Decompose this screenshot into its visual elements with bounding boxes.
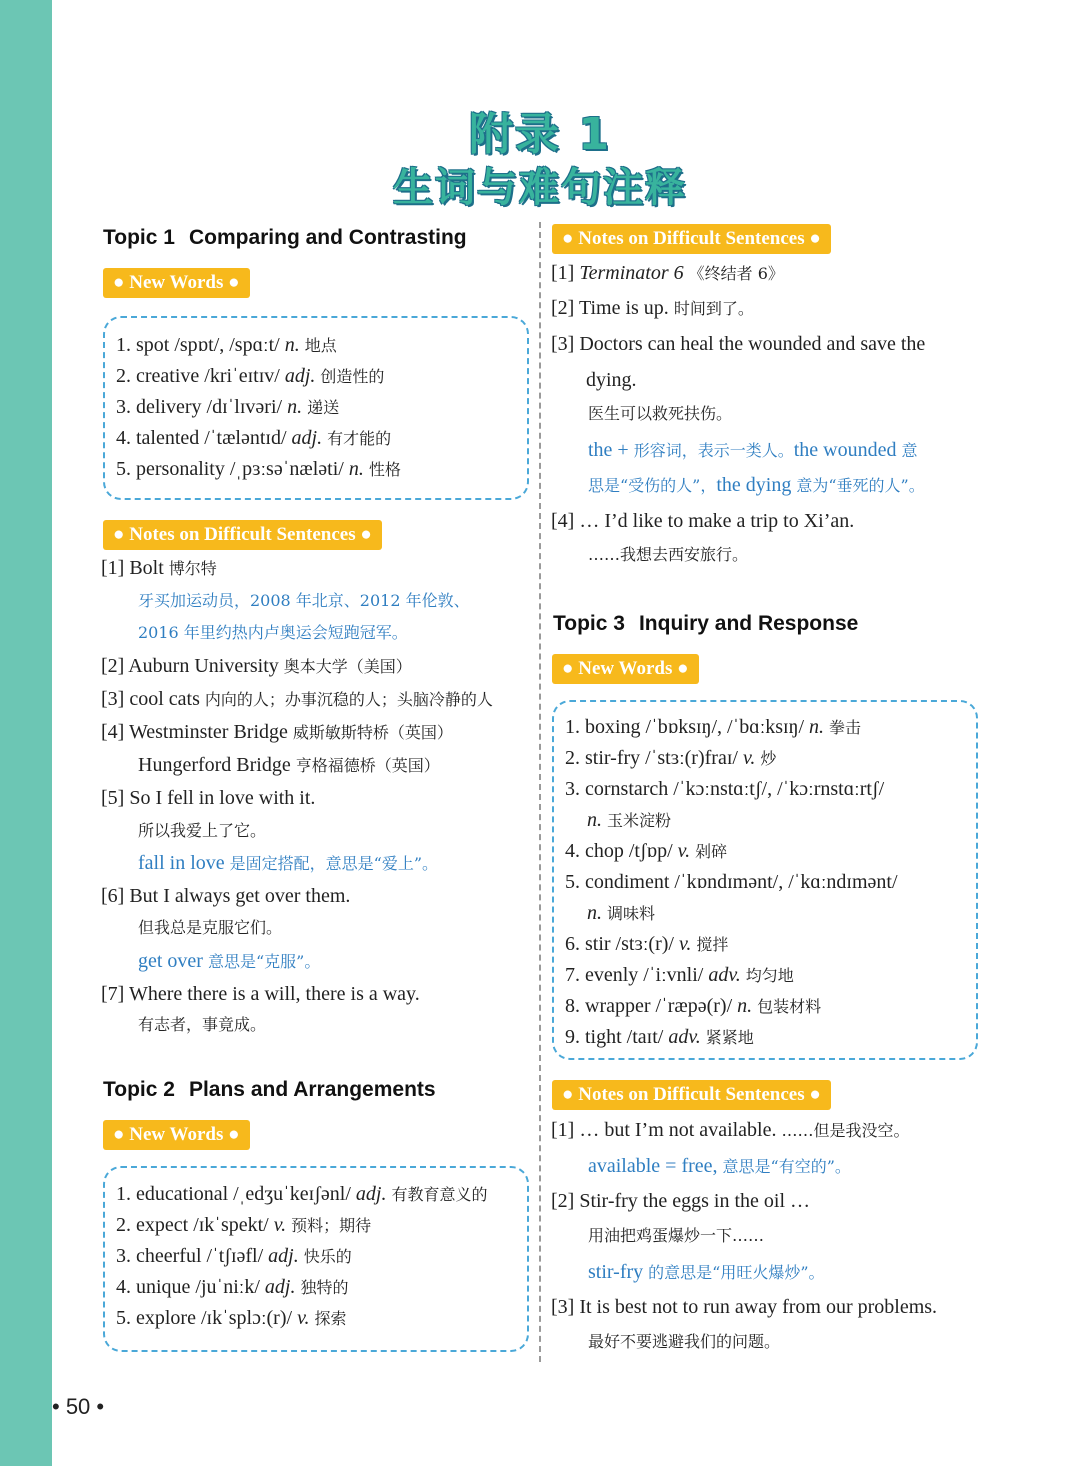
appendix-title: 附录 1 — [469, 109, 611, 160]
word-meaning: 探索 — [314, 1309, 347, 1328]
t1-n5-explain — [138, 851, 438, 876]
word-pos: adv. — [708, 964, 741, 986]
t1-note-4b — [138, 753, 440, 778]
word-pos: n. — [587, 809, 602, 831]
t2-n3-explain1 — [588, 438, 918, 463]
topic3-label: Topic 3 — [553, 612, 625, 635]
t3-n2-explain — [588, 1260, 825, 1285]
word-headword: 4. unique /juˈniːk/ — [116, 1276, 260, 1298]
word-entry — [116, 333, 337, 358]
t1-n6-en: [6] But I always get over them. — [101, 885, 351, 907]
word-entry — [116, 1182, 487, 1207]
word-pos: adj. — [291, 427, 323, 449]
topic3-notes-tag: ● Notes on Difficult Sentences ● — [552, 1080, 831, 1110]
word-pos: v. — [742, 747, 756, 769]
topic2-label: Topic 2 — [103, 1078, 175, 1101]
t3-n1-explain — [588, 1154, 851, 1179]
word-entry — [587, 901, 655, 926]
t1-n4-en: [4] Westminster Bridge — [101, 721, 288, 743]
word-entry — [116, 395, 339, 420]
t1-n1-en: [1] Bolt — [101, 557, 164, 579]
word-pos: n. — [284, 334, 300, 356]
t2-n3-en2: dying. — [586, 369, 637, 391]
word-meaning: 调味料 — [607, 904, 656, 923]
topic2-new-words-tag: ● New Words ● — [103, 1120, 250, 1150]
word-meaning: 包装材料 — [757, 997, 822, 1016]
appendix-subtitle: 生词与难句注释 — [393, 165, 687, 211]
t1-n1-desc2: 2016 年里约热内卢奥运会短跑冠军。 — [138, 623, 408, 642]
t1-n6-explain — [138, 949, 320, 974]
word-meaning: 均匀地 — [745, 966, 794, 985]
word-meaning: 性格 — [368, 460, 401, 479]
word-meaning: 创造性的 — [320, 367, 385, 386]
word-entry — [116, 1213, 371, 1238]
word-headword: 5. explore /ɪkˈsplɔː(r)/ — [116, 1307, 293, 1329]
word-entry — [116, 1244, 352, 1269]
word-headword: 1. boxing /ˈbɒksɪŋ/, /ˈbɑːksɪŋ/ — [565, 716, 805, 738]
topic3-new-words-tag: ● New Words ● — [552, 654, 699, 684]
word-entry — [587, 808, 671, 833]
t2-n4-en: [4] … I’d like to make a trip to Xi’an. — [551, 510, 855, 532]
word-headword: 5. personality /ˌpɜːsəˈnæləti/ — [116, 458, 344, 480]
t2-n3-cn: 医生可以救死扶伤。 — [588, 404, 733, 423]
t3-n2-cn: 用油把鸡蛋爆炒一下…… — [588, 1226, 765, 1245]
word-headword: 5. condiment /ˈkɒndɪmənt/, /ˈkɑːndɪmənt/ — [565, 871, 898, 893]
word-headword: 3. cheerful /ˈtʃɪəfl/ — [116, 1245, 264, 1267]
t3-n3-cn: 最好不要逃避我们的问题。 — [588, 1332, 781, 1351]
word-meaning: 有才能的 — [327, 429, 392, 448]
t3-n3-en: [3] It is best not to run away from our problems. — [551, 1296, 938, 1318]
word-meaning: 预料；期待 — [291, 1216, 372, 1235]
t3-note-1 — [551, 1118, 910, 1143]
word-pos: n. — [809, 716, 825, 738]
word-headword: 4. talented /ˈtæləntɪd/ — [116, 427, 287, 449]
t1-n5-en: [5] So I fell in love with it. — [101, 787, 316, 809]
t2-n3b1-en: the + — [588, 439, 629, 461]
topic1-name: Comparing and Contrasting — [188, 226, 467, 249]
t1-n7-cn: 有志者，事竟成。 — [138, 1015, 267, 1034]
t2-n3b2-en: the dying — [716, 474, 792, 496]
word-entry — [116, 1306, 346, 1331]
t3-n2b-en: stir-fry — [588, 1261, 644, 1283]
t2-n1-num: [1] — [551, 262, 575, 284]
t2-n4-cn: ……我想去西安旅行。 — [588, 545, 749, 564]
t2-note-2 — [551, 296, 754, 321]
word-headword: 6. stir /stɜː(r)/ — [565, 933, 674, 955]
topic3-name: Inquiry and Response — [638, 612, 859, 635]
topic2-name: Plans and Arrangements — [188, 1078, 436, 1101]
word-entry — [116, 1275, 348, 1300]
topic2-notes-tag: ● Notes on Difficult Sentences ● — [552, 224, 831, 254]
t1-n3-en: [3] cool cats — [101, 688, 200, 710]
word-pos: n. — [287, 396, 303, 418]
word-pos: v. — [678, 933, 692, 955]
word-meaning: 有教育意义的 — [391, 1185, 488, 1204]
word-headword: 7. evenly /ˈiːvnli/ — [565, 964, 704, 986]
word-headword: 9. tight /taɪt/ — [565, 1026, 664, 1048]
t1-n5b-en: fall in love — [138, 852, 225, 874]
t2-n3b2-cn: 思是“受伤的人”， — [588, 476, 717, 495]
t1-note-1 — [101, 556, 217, 581]
word-headword: 2. stir-fry /ˈstɜː(r)fraɪ/ — [565, 747, 738, 769]
t1-n1-cn: 博尔特 — [168, 559, 217, 578]
word-entry — [565, 839, 727, 864]
word-meaning: 独特的 — [300, 1278, 349, 1297]
t2-note-1 — [551, 261, 784, 286]
t1-note-4 — [101, 720, 453, 745]
word-headword: 4. chop /tʃɒp/ — [565, 840, 673, 862]
t3-n2-en: [2] Stir-fry the eggs in the oil … — [551, 1190, 810, 1212]
word-meaning: 玉米淀粉 — [607, 811, 672, 830]
t2-n1-title: Terminator 6 — [579, 262, 684, 284]
word-entry — [565, 963, 794, 988]
t2-n2-en: [2] Time is up. — [551, 297, 669, 319]
word-pos: adj. — [264, 1276, 296, 1298]
t1-n1-desc1: 牙买加运动员，2008 年北京、2012 年伦敦、 — [138, 591, 470, 610]
t1-n4-cn: 威斯敏斯特桥（英国） — [292, 723, 453, 742]
t2-n3b1-cn: 形容词，表示一类人。 — [633, 441, 794, 460]
topic1-notes-tag: ● Notes on Difficult Sentences ● — [103, 520, 382, 550]
word-meaning: 快乐的 — [303, 1247, 352, 1266]
word-pos: n. — [737, 995, 753, 1017]
word-meaning: 递送 — [307, 398, 340, 417]
word-entry — [116, 457, 401, 482]
t1-n6b-en: get over — [138, 950, 203, 972]
t1-n4b-en: Hungerford Bridge — [138, 754, 291, 776]
word-entry — [565, 932, 728, 957]
word-meaning: 炒 — [760, 749, 777, 768]
t1-note-3 — [101, 687, 493, 712]
word-pos: v. — [273, 1214, 287, 1236]
t3-n2b-cn: 的意思是“用旺火爆炒”。 — [648, 1263, 825, 1282]
page-number: • 50 • — [52, 1394, 105, 1419]
t3-n1b-cn: 意思是“有空的”。 — [722, 1157, 851, 1176]
word-meaning: 紧紧地 — [705, 1028, 754, 1047]
word-entry — [565, 870, 898, 895]
topic3-heading — [553, 612, 858, 636]
word-entry — [116, 426, 391, 451]
t1-note-2 — [101, 654, 412, 679]
word-meaning: 地点 — [304, 336, 337, 355]
sidebar-stripe — [0, 0, 52, 1466]
word-headword: 2. expect /ɪkˈspekt/ — [116, 1214, 269, 1236]
t1-n6b-cn: 意思是“克服”。 — [207, 952, 321, 971]
word-headword: 1. spot /spɒt/, /spɑːt/ — [116, 334, 280, 356]
topic2-heading — [103, 1078, 436, 1102]
topic1-label: Topic 1 — [103, 226, 175, 249]
word-entry — [116, 364, 384, 389]
word-headword: 2. creative /kriˈeɪtɪv/ — [116, 365, 280, 387]
word-pos: adv. — [668, 1026, 701, 1048]
t1-n5b-cn: 是固定搭配，意思是“爱上”。 — [229, 854, 439, 873]
word-headword: 8. wrapper /ˈræpə(r)/ — [565, 995, 733, 1017]
t1-n6-cn: 但我总是克服它们。 — [138, 918, 283, 937]
t1-n2-en: [2] Auburn University — [101, 655, 279, 677]
t2-n3-explain2 — [588, 473, 925, 498]
t2-n3b1-en2: the wounded — [793, 439, 897, 461]
t2-n3-en1: [3] Doctors can heal the wounded and save the — [551, 333, 926, 355]
word-meaning: 剁碎 — [695, 842, 728, 861]
topic1-new-words-tag: ● New Words ● — [103, 268, 250, 298]
word-pos: adj. — [268, 1245, 299, 1267]
word-entry — [565, 1025, 754, 1050]
word-headword: 3. cornstarch /ˈkɔːnstɑːtʃ/, /ˈkɔːrnstɑːrtʃ/ — [565, 778, 885, 800]
column-divider — [539, 222, 541, 1362]
topic1-heading — [103, 226, 467, 250]
word-pos: v. — [677, 840, 691, 862]
t3-n1-cn: ……但是我没空。 — [781, 1121, 910, 1140]
word-entry — [565, 994, 821, 1019]
t2-n1-cn: 《终结者 6》 — [688, 264, 784, 283]
word-headword: 1. educational /ˌedʒuˈkeɪʃənl/ — [116, 1183, 351, 1205]
t2-n3b1-cn2: 意 — [901, 441, 918, 460]
word-pos: adj. — [284, 365, 316, 387]
t2-n3b2-cn2: 意为“垂死的人”。 — [796, 476, 925, 495]
word-pos: adj. — [355, 1183, 387, 1205]
t1-n7-en: [7] Where there is a will, there is a way. — [101, 983, 420, 1005]
t1-n2-cn: 奥本大学（美国） — [283, 657, 412, 676]
t3-n1-en: [1] … but I’m not available. — [551, 1119, 777, 1141]
word-meaning: 搅拌 — [696, 935, 729, 954]
word-meaning: 拳击 — [829, 718, 862, 737]
word-entry — [565, 746, 776, 771]
word-entry — [565, 777, 884, 802]
word-headword: 3. delivery /dɪˈlɪvəri/ — [116, 396, 283, 418]
t2-n2-cn: 时间到了。 — [673, 299, 754, 318]
t3-n1b-en: available = free, — [588, 1155, 718, 1177]
t1-n5-cn: 所以我爱上了它。 — [138, 821, 267, 840]
word-pos: n. — [587, 902, 602, 924]
word-pos: n. — [348, 458, 364, 480]
t1-n4b-cn: 亨格福德桥（英国） — [295, 756, 440, 775]
t1-n3-cn: 内向的人；办事沉稳的人；头脑冷静的人 — [204, 690, 493, 709]
word-pos: v. — [297, 1307, 310, 1329]
word-entry — [565, 715, 861, 740]
